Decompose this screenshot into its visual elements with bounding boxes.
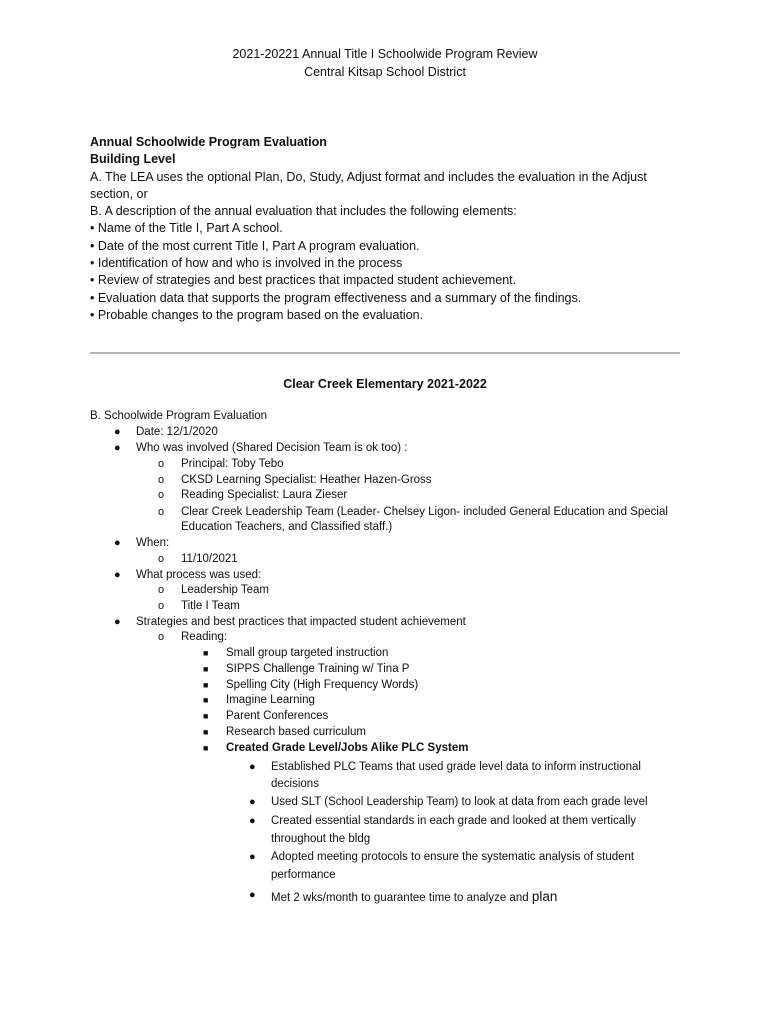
element-item: • Name of the Title I, Part A school. — [90, 221, 283, 236]
plc-item — [271, 889, 557, 904]
reading-item: Spelling City (High Frequency Words) — [226, 679, 419, 691]
participant: Principal: Toby Tebo — [181, 458, 284, 470]
plc-item-last-word: plan — [531, 889, 558, 904]
square-marker: ■ — [203, 711, 209, 721]
bullet-marker: ● — [249, 889, 256, 901]
element-item: • Date of the most current Title I, Part A program evaluation. — [90, 238, 420, 253]
bullet-marker: ● — [249, 815, 256, 827]
plc-item-continued: performance — [271, 869, 336, 881]
school-title: Clear Creek Elementary 2021-2022 — [283, 377, 487, 391]
reading-item: SIPPS Challenge Training w/ Tina P — [226, 663, 410, 675]
when-value: 11/10/2021 — [181, 553, 238, 565]
process-label: What process was used: — [136, 569, 262, 581]
square-marker: ■ — [203, 648, 209, 658]
participant: Reading Specialist: Laura Zieser — [181, 489, 348, 501]
square-marker: ■ — [203, 680, 209, 690]
circle-marker: o — [158, 584, 165, 596]
who-label: Who was involved (Shared Decision Team is ok too) : — [136, 442, 408, 454]
element-item: • Review of strategies and best practices that impacted student achievement. — [90, 273, 517, 288]
participant-continued: Education Teachers, and Classified staff.) — [181, 521, 393, 533]
plc-item: Used SLT (School Leadership Team) to look at data from each grade level — [271, 796, 648, 808]
circle-marker: o — [158, 489, 165, 501]
intro-heading: Annual Schoolwide Program Evaluation — [90, 135, 327, 149]
plc-item-continued: decisions — [271, 778, 319, 790]
square-marker: ■ — [203, 664, 209, 674]
bullet-marker: ● — [114, 426, 121, 438]
reading-item: Imagine Learning — [226, 694, 315, 706]
bullet-marker: ● — [249, 761, 256, 773]
reading-item: Research based curriculum — [226, 726, 366, 738]
reading-item: Parent Conferences — [226, 710, 329, 722]
plc-heading: Created Grade Level/Jobs Alike PLC System — [226, 742, 469, 754]
bullet-marker: ● — [249, 796, 256, 808]
bullet-marker: ● — [114, 569, 121, 581]
district-name: Central Kitsap School District — [304, 65, 466, 79]
bullet-marker: ● — [114, 616, 121, 628]
circle-marker: o — [158, 553, 165, 565]
section-divider — [90, 352, 680, 354]
circle-marker: o — [158, 631, 165, 643]
bullet-marker: ● — [249, 851, 256, 863]
eval-date: Date: 12/1/2020 — [136, 426, 218, 438]
participant: Clear Creek Leadership Team (Leader- Chelsey Ligon- included General Education and Special — [181, 506, 668, 518]
plc-item-continued: throughout the bldg — [271, 833, 371, 845]
element-item: • Identification of how and who is involved in the process — [90, 256, 403, 271]
process-item: Title I Team — [181, 600, 240, 612]
circle-marker: o — [158, 458, 165, 470]
intro-section — [90, 134, 690, 324]
circle-marker: o — [158, 474, 165, 486]
circle-marker: o — [158, 506, 165, 518]
plc-item: Created essential standards in each grade and looked at them vertically — [271, 815, 637, 827]
bullet-marker: ● — [114, 537, 121, 549]
bullet-marker: ● — [114, 442, 121, 454]
square-marker: ■ — [203, 727, 209, 737]
process-item: Leadership Team — [181, 584, 270, 596]
intro-subheading: Building Level — [90, 152, 176, 167]
participant: CKSD Learning Specialist: Heather Hazen-Gross — [181, 474, 432, 486]
reading-item: Small group targeted instruction — [226, 647, 389, 659]
when-label: When: — [136, 537, 170, 549]
evaluation-heading: B. Schoolwide Program Evaluation — [90, 410, 268, 422]
doc-title: 2021-20221 Annual Title I Schoolwide Program Review — [232, 47, 538, 61]
square-marker: ■ — [203, 695, 209, 705]
element-item: • Evaluation data that supports the program effectiveness and a summary of the findings. — [90, 290, 582, 305]
square-marker: ■ — [203, 743, 209, 753]
plc-item: Adopted meeting protocols to ensure the systematic analysis of student — [271, 851, 635, 863]
circle-marker: o — [158, 600, 165, 612]
strategies-label: Strategies and best practices that impacted student achievement — [136, 616, 466, 628]
plc-item-text: Met 2 wks/month to guarantee time to analyze and — [271, 892, 532, 904]
plc-item: Established PLC Teams that used grade level data to inform instructional — [271, 761, 641, 773]
option-b: B. A description of the annual evaluation that includes the following elements: — [90, 204, 517, 219]
option-a: A. The LEA uses the optional Plan, Do, Study, Adjust format and includes the evaluation in the Adjust section, or — [90, 169, 647, 201]
element-item: • Probable changes to the program based on the evaluation. — [90, 307, 424, 322]
reading-label: Reading: — [181, 631, 228, 643]
